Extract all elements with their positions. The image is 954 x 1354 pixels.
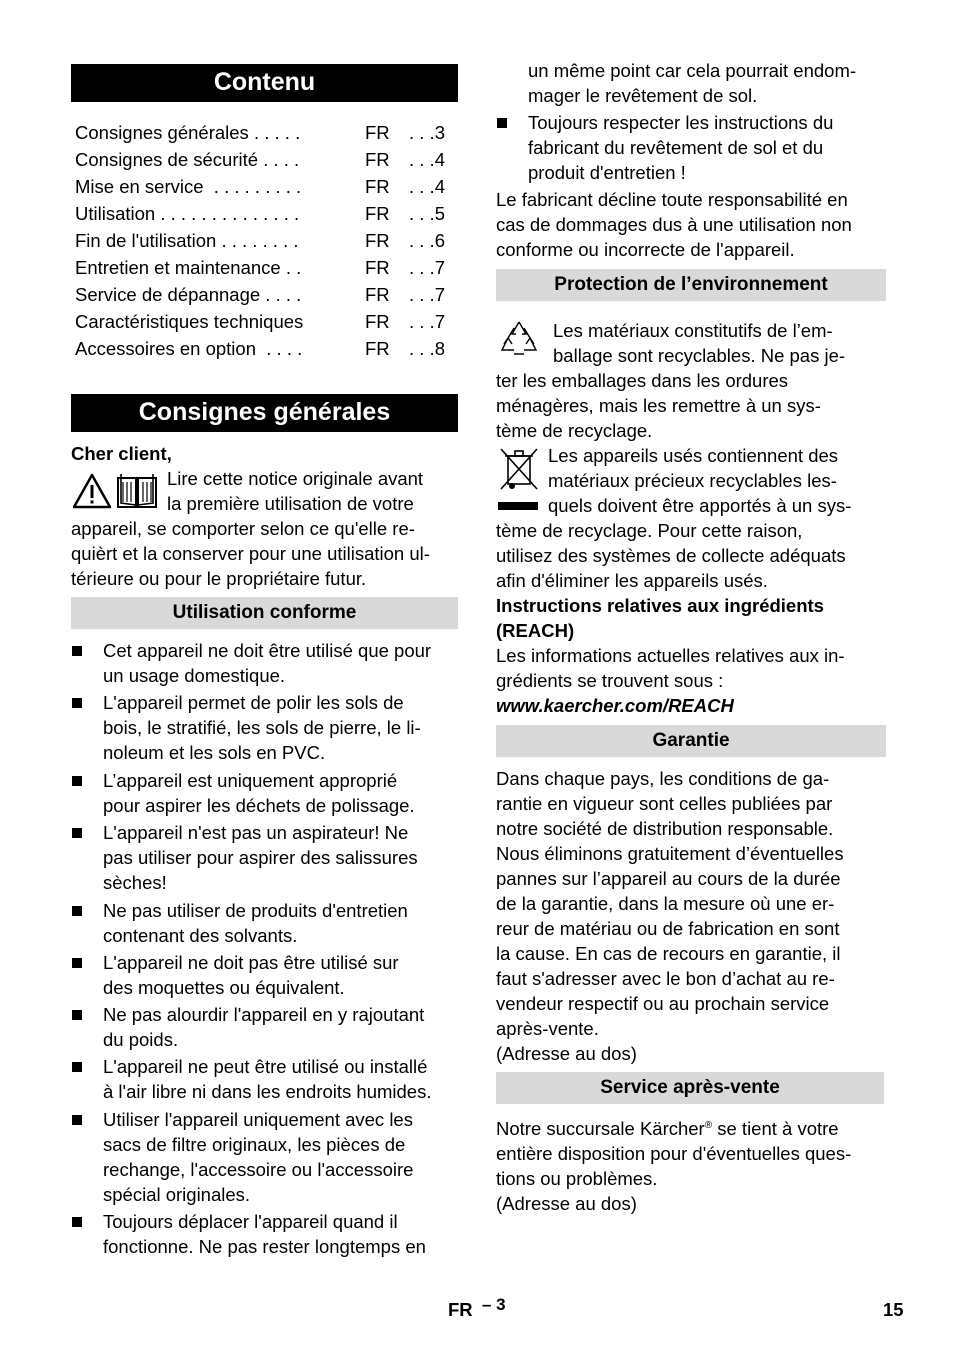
- reach-heading: (REACH): [496, 620, 575, 641]
- toc-title: Utilisation . . . . . . . . . . . . . .: [75, 203, 300, 224]
- toc-lang: FR: [365, 257, 390, 278]
- bullet-square-icon: [72, 776, 82, 786]
- toc-row[interactable]: [75, 335, 458, 362]
- toc-row[interactable]: [75, 281, 458, 308]
- weee-line: quels doivent être apportés à un sys-: [548, 495, 852, 516]
- toc-page: . . .5: [409, 203, 445, 224]
- crossed-bin-icon: [498, 446, 540, 512]
- toc-lang: FR: [365, 311, 390, 332]
- bullet-square-icon: [72, 1062, 82, 1072]
- greeting: Cher client,: [71, 443, 172, 464]
- intro-line: appareil, se comporter selon ce qu'elle re-: [71, 518, 415, 539]
- toc-row[interactable]: [75, 227, 458, 254]
- toc-lang: FR: [365, 230, 390, 251]
- continued-line: mager le revêtement de sol.: [528, 85, 758, 106]
- page-number: 15: [883, 1299, 904, 1320]
- liability-line: cas de dommages dus à une utilisation non: [496, 214, 852, 235]
- recycle-line: ménagères, mais les remettre à un sys-: [496, 395, 821, 416]
- toc-lang: FR: [365, 338, 390, 359]
- reach-url-link[interactable]: www.kaercher.com/REACH: [496, 695, 734, 716]
- toc-row[interactable]: [75, 200, 458, 227]
- bullet-square-icon: [72, 828, 82, 838]
- toc-title: Mise en service . . . . . . . . .: [75, 176, 302, 197]
- toc-row[interactable]: [75, 146, 458, 173]
- weee-line: afin d'éliminer les appareils usés.: [496, 570, 768, 591]
- bullet-square-icon: [72, 1115, 82, 1125]
- toc-row[interactable]: [75, 308, 458, 335]
- toc-title: Consignes de sécurité . . . .: [75, 149, 300, 170]
- reach-heading: Instructions relatives aux ingrédients: [496, 595, 824, 616]
- weee-line: utilisez des systèmes de collecte adéquats: [496, 545, 846, 566]
- environment-heading: Protection de l’environnement: [496, 269, 886, 301]
- toc-page: . . .4: [409, 176, 445, 197]
- use-heading: Utilisation conforme: [71, 597, 458, 629]
- toc-page: . . .7: [409, 311, 445, 332]
- intro-line: la première utilisation de votre: [167, 493, 414, 514]
- warranty-text: Dans chaque pays, les conditions de ga- rantie en vigueur sont celles publiées par notre société de distribution responsable. Nous éliminons gratuitement d’éventuelles pannes sur l’appareil au cours de la durée de la garantie, dans la mesure où une er- reur de matériau ou de fabrication en sont la cause. En cas de recours en garantie, il faut s'adresser avec le bon d’achat au re- vendeur respectif ou au prochain service après-vente. (Adresse au dos): [496, 768, 844, 1064]
- bullet-square-icon: [497, 118, 507, 128]
- toc-lang: FR: [365, 176, 390, 197]
- footer-lang: FR: [448, 1299, 473, 1320]
- reach-line: grédients se trouvent sous :: [496, 670, 724, 691]
- recycle-line: ter les emballages dans les ordures: [496, 370, 789, 391]
- warranty-heading: Garantie: [496, 725, 886, 757]
- bullet-square-icon: [72, 646, 82, 656]
- registered-mark: ®: [704, 1120, 713, 1131]
- recycle-line: ballage sont recyclables. Ne pas je-: [553, 345, 846, 366]
- toc-row[interactable]: [75, 254, 458, 281]
- toc-title: Fin de l'utilisation . . . . . . . .: [75, 230, 299, 251]
- toc-page: . . .6: [409, 230, 445, 251]
- manual-book-icon: [115, 472, 159, 510]
- toc-row[interactable]: [75, 173, 458, 200]
- footer-section-page: – 3: [482, 1295, 506, 1314]
- toc-row[interactable]: [75, 119, 458, 146]
- toc-title: Service de dépannage . . . .: [75, 284, 302, 305]
- recycle-icon: [498, 318, 540, 358]
- toc-title: Consignes générales . . . . .: [75, 122, 301, 143]
- contents-heading: Contenu: [71, 64, 458, 102]
- intro-line: Lire cette notice originale avant: [167, 468, 424, 489]
- toc-page: . . .7: [409, 257, 445, 278]
- bullet-square-icon: [72, 958, 82, 968]
- toc-title: Entretien et maintenance . .: [75, 257, 302, 278]
- liability-line: conforme ou incorrecte de l'appareil.: [496, 239, 795, 260]
- service-text: Notre succursale Kärcher® se tient à votre entière disposition pour d'éventuelles ques- tions ou problèmes. (Adresse au dos): [496, 1118, 852, 1215]
- service-heading: Service après-vente: [496, 1072, 884, 1104]
- recycle-line: Les matériaux constitutifs de l’em-: [553, 320, 833, 341]
- toc-page: . . .3: [409, 122, 445, 143]
- weee-line: matériaux précieux recyclables les-: [548, 470, 837, 491]
- intro-line: térieure ou pour le propriétaire futur.: [71, 568, 367, 589]
- bullet-square-icon: [72, 698, 82, 708]
- bullet-square-icon: [72, 1010, 82, 1020]
- liability-line: Le fabricant décline toute responsabilité en: [496, 189, 848, 210]
- bullet-square-icon: [72, 1217, 82, 1227]
- toc-lang: FR: [365, 122, 390, 143]
- toc-lang: FR: [365, 284, 390, 305]
- intro-line: quièrt et la conserver pour une utilisation ul-: [71, 543, 430, 564]
- toc-lang: FR: [365, 149, 390, 170]
- toc-lang: FR: [365, 203, 390, 224]
- toc-page: . . .7: [409, 284, 445, 305]
- toc-title: Caractéristiques techniques: [75, 311, 304, 332]
- general-heading: Consignes générales: [71, 394, 458, 432]
- reach-line: Les informations actuelles relatives aux in-: [496, 645, 845, 666]
- toc-page: . . .8: [409, 338, 445, 359]
- weee-line: tème de recyclage. Pour cette raison,: [496, 520, 803, 541]
- recycle-line: tème de recyclage.: [496, 420, 653, 441]
- toc-page: . . .4: [409, 149, 445, 170]
- toc-title: Accessoires en option . . . .: [75, 338, 303, 359]
- bullet-square-icon: [72, 906, 82, 916]
- weee-line: Les appareils usés contiennent des: [548, 445, 839, 466]
- continued-line: un même point car cela pourrait endom-: [528, 60, 857, 81]
